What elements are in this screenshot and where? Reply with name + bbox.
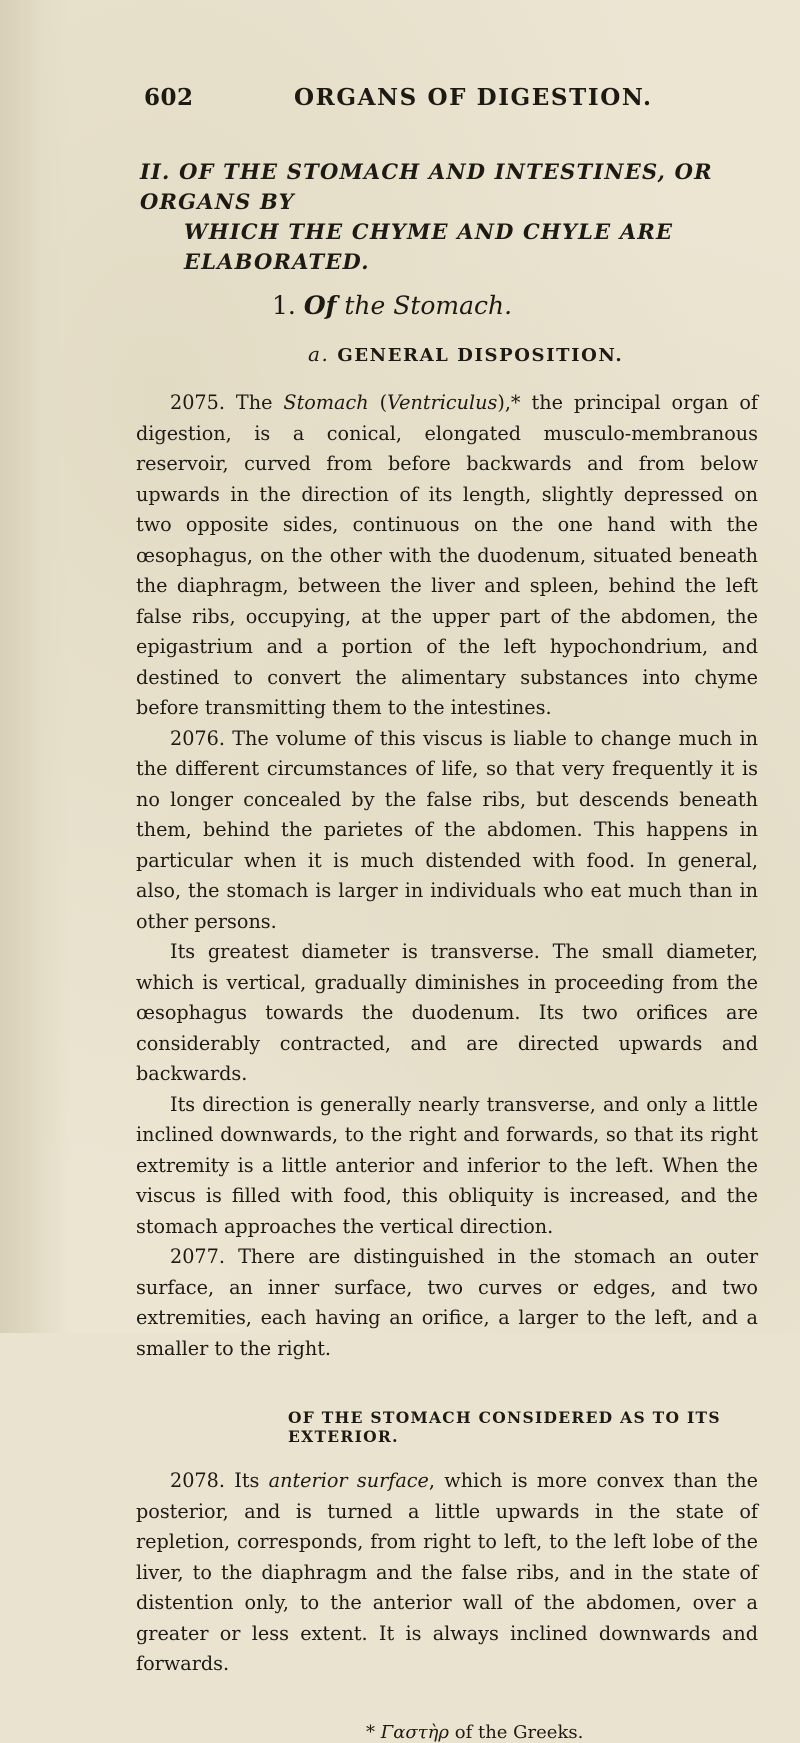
section-heading-line-2: WHICH THE CHYME AND CHYLE ARE ELABORATED. — [184, 219, 674, 274]
section-heading — [140, 157, 768, 277]
paragraph-2078 — [136, 1466, 758, 1680]
paragraph-2076-diameter — [136, 937, 758, 1090]
paragraph-2075-text-c: ),* the principal organ of digestion, is a conical, elongated musculo-membranous reservoir, curved from before backwards and from below upwards in the direction of its length, slightly depressed on two opposite sides, continuous on the one hand with the œsophagus, on the other with the duodenum, situated beneath the diaphragm, between the liver and spleen, behind the left false ribs, occupying, at the upper part of the abdomen, the epigastrium and a portion of the left hypochondrium, and destined to convert the alimentary substances into chyme before transmitting them to the intestines. — [136, 391, 758, 719]
paragraph-2076-text: 2076. The volume of this viscus is liable to change much in the different circumstances of life, so that very frequently it is no longer concealed by the false ribs, but descends beneath them, behind the parietes of the abdomen. This happens in particular when it is much distended with food. In general, also, the stomach is larger in individuals who eat much than in other persons. — [136, 726, 758, 933]
sub-heading-of: Of — [303, 291, 337, 320]
paragraph-2076-direction — [136, 1090, 758, 1243]
page-content — [118, 84, 768, 1743]
term-anterior-surface: anterior surface — [268, 1469, 429, 1492]
term-stomach: Stomach — [283, 391, 369, 414]
paragraph-2078-number: 2078. — [170, 1469, 225, 1492]
paragraph-2077-text: 2077. There are distinguished in the stomach an outer surface, an inner surface, two curves or edges, and two extremities, each having an orifice, a larger to the left, and a smaller to the right. — [136, 1245, 758, 1360]
exterior-heading: OF THE STOMACH CONSIDERED AS TO ITS EXTERIOR. — [288, 1408, 721, 1446]
paragraph-2076-diameter-text: Its greatest diameter is transverse. The small diameter, which is vertical, gradually diminishes in proceeding from the œsophagus towards the duodenum. Its two orifices are considerably contracted, and are directed upwards and backwards. — [136, 940, 758, 1085]
page-number: 602 — [144, 84, 194, 111]
paragraph-2077 — [136, 1242, 758, 1364]
footnote-greek-term: Γαστὴρ — [380, 1721, 449, 1743]
term-ventriculus: Ventriculus — [387, 391, 498, 414]
sub-sub-heading-text: GENERAL DISPOSITION. — [337, 345, 624, 366]
footnote-text: of the Greeks. — [454, 1721, 584, 1743]
paragraph-2075-text-b: ( — [379, 391, 388, 414]
sub-heading-number: 1. — [272, 291, 296, 320]
running-header — [144, 84, 768, 111]
section-heading-line-1: II. OF THE STOMACH AND INTESTINES, OR ORGANS BY — [140, 159, 713, 214]
page-gutter-shadow — [0, 0, 70, 1333]
sub-heading-text: the Stomach. — [344, 291, 513, 320]
paragraph-2078-text-b: , which is more convex than the posterior, and is turned a little upwards in the state of repletion, corresponds, from right to left, to the left lobe of the liver, to the diaphragm and the false ribs, and in the state of distention only, to the anterior wall of the abdomen, over a greater or less extent. It is always inclined downwards and forwards. — [136, 1469, 758, 1675]
footnote-marker: * — [366, 1721, 375, 1743]
paragraph-2078-text-a: Its — [234, 1469, 260, 1492]
sub-sub-heading — [308, 342, 768, 366]
paragraph-2075-number: 2075. — [170, 391, 225, 414]
paragraph-2075 — [136, 388, 758, 724]
running-title: ORGANS OF DIGESTION. — [294, 84, 653, 111]
sub-heading — [272, 291, 768, 320]
footnote — [366, 1722, 768, 1743]
sub-sub-heading-letter: a. — [308, 342, 330, 366]
paragraph-2075-text-a: The — [235, 391, 273, 414]
paragraph-2076-direction-text: Its direction is generally nearly transverse, and only a little inclined downwards, to the right and forwards, so that its right extremity is a little anterior and inferior to the left. When the viscus is filled with food, this obliquity is increased, and the stomach approaches the vertical direction. — [136, 1092, 758, 1238]
paragraph-2076 — [136, 724, 758, 938]
